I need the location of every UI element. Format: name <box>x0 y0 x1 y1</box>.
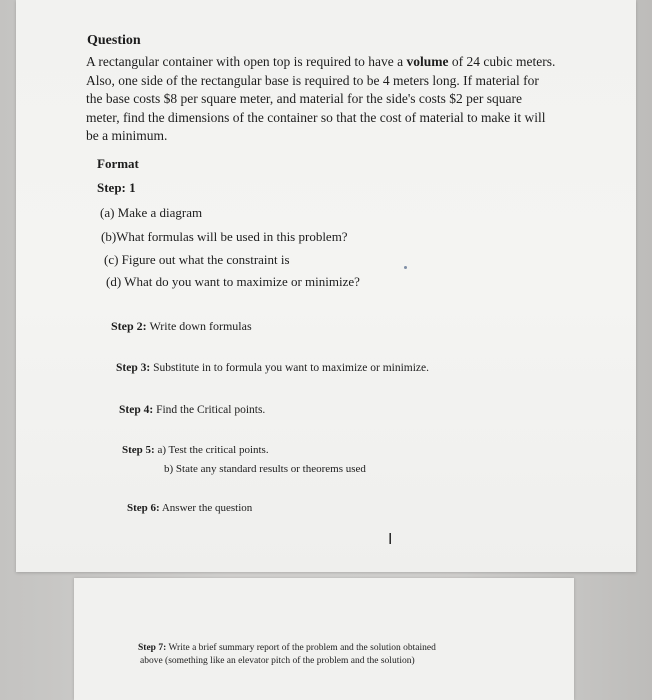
step4-label: Step 4: <box>119 404 154 416</box>
step7-text-line1: Write a brief summary report of the problem and the solution obtained <box>166 643 436 653</box>
step3-text: Substitute in to formula you want to maximize or minimize. <box>150 362 430 374</box>
question-text-bold: volume <box>406 54 449 69</box>
text-cursor-icon: I <box>388 530 393 548</box>
step1-label: Step: 1 <box>97 180 136 195</box>
step6-text: Answer the question <box>159 502 253 514</box>
step5-text-b: b) State any standard results or theorems used <box>164 463 366 475</box>
step7-text-line2: above (something like an elevator pitch of the problem and the solution) <box>140 656 415 666</box>
step6-label: Step 6: <box>127 502 160 514</box>
step4-text: Find the Critical points. <box>153 404 266 416</box>
document-page-2 <box>74 578 574 700</box>
step1-item-c: (c) Figure out what the constraint is <box>104 252 290 267</box>
step1-item-b: (b)What formulas will be used in this problem? <box>101 229 348 244</box>
step3-line <box>116 362 429 374</box>
step5-line <box>122 444 269 456</box>
step3-label: Step 3: <box>116 362 151 374</box>
step2-line <box>111 319 252 334</box>
question-text-part1: A rectangular container with open top is required to have a <box>86 54 407 69</box>
step5-label: Step 5: <box>122 444 155 456</box>
step7-label: Step 7: <box>138 643 167 653</box>
step2-label: Step 2: <box>111 319 147 333</box>
step5-text-a: a) Test the critical points. <box>154 444 269 456</box>
ink-dot <box>404 266 407 269</box>
question-heading: Question <box>87 33 141 48</box>
step7-line <box>138 643 436 653</box>
question-text-part2: of 24 cubic meters. Also, one side of the rectangular base is required to be 4 meters long. If material for the base costs $8 per square meter, and material for the side's costs $2 per square meter, find the dimensions of the container so that the cost of material to make it will be a minimum. <box>86 54 556 144</box>
format-heading: Format <box>97 156 139 171</box>
step1-item-a: (a) Make a diagram <box>100 205 203 220</box>
step2-text: Write down formulas <box>146 319 252 333</box>
step6-line <box>127 502 252 514</box>
question-text <box>86 53 556 146</box>
step1-item-d: (d) What do you want to maximize or minimize? <box>106 274 360 289</box>
step4-line <box>119 404 265 416</box>
